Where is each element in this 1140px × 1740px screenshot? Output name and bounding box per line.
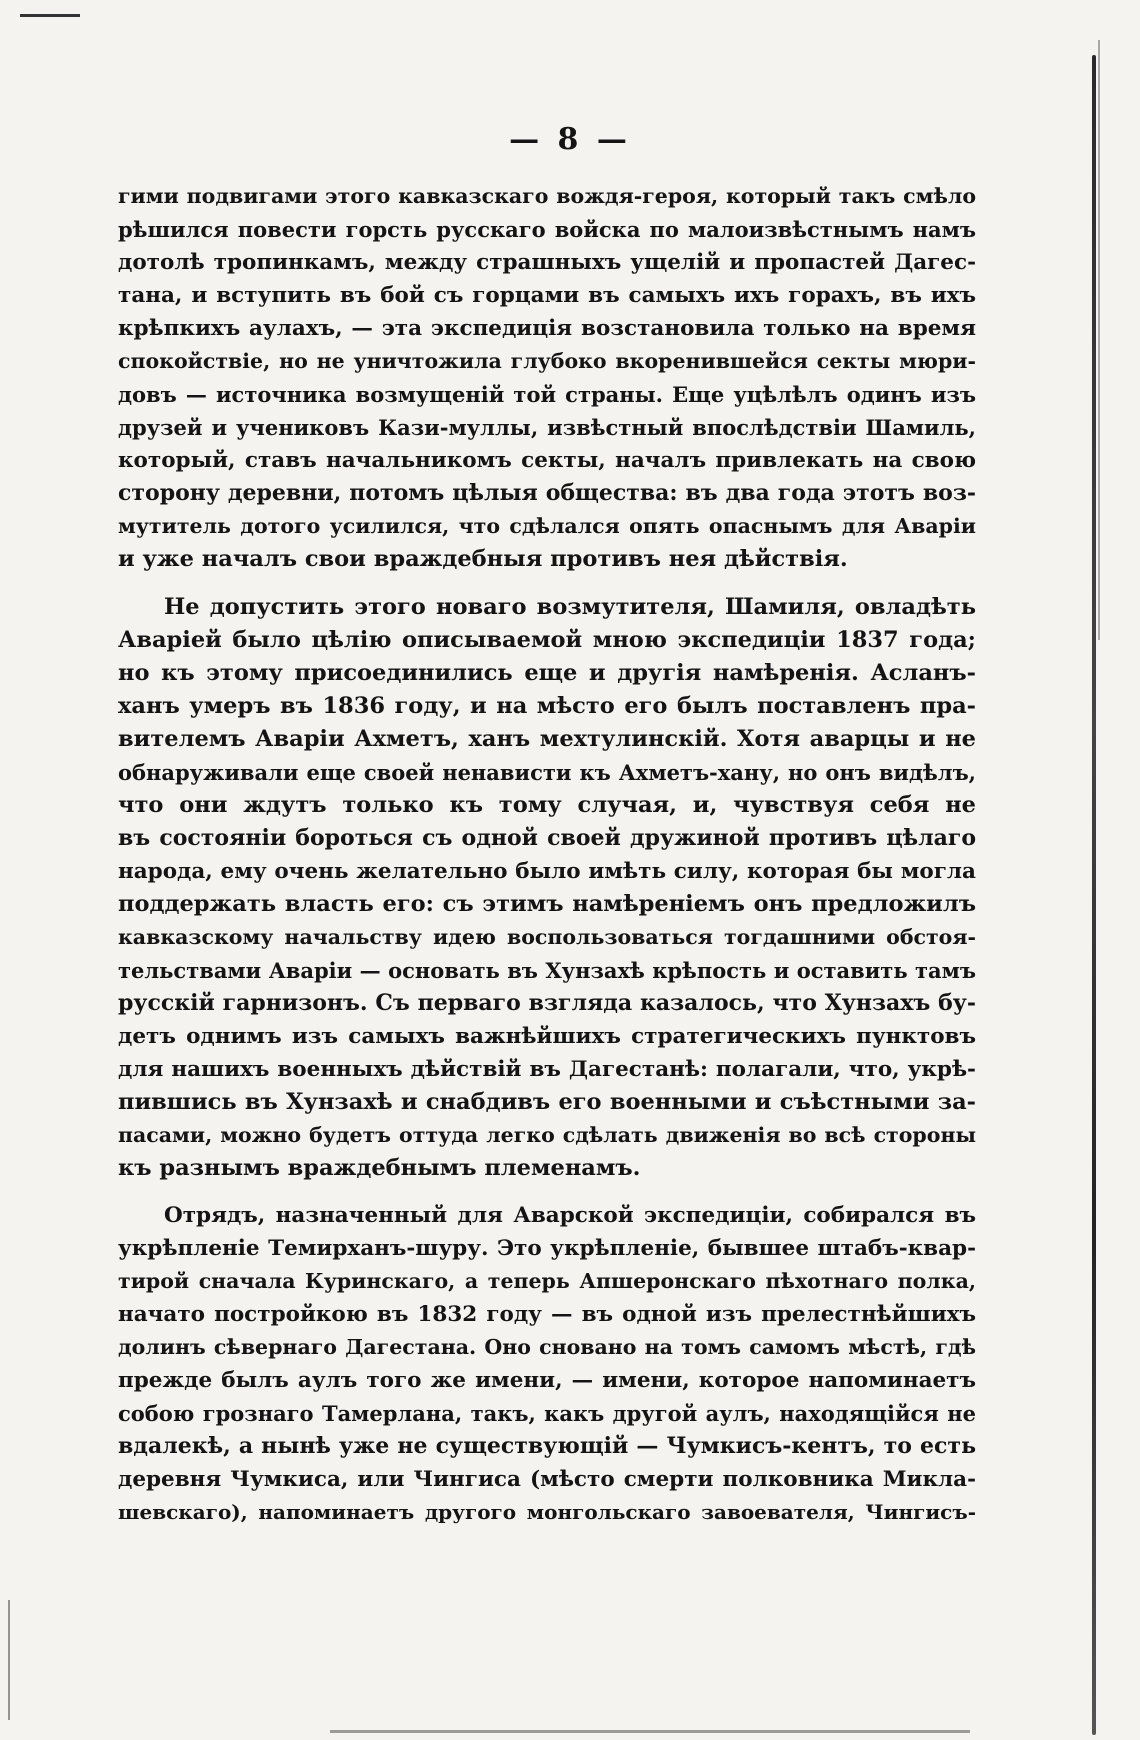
- text-line: который, ставъ начальникомъ секты, началъ привлекать на свою: [118, 448, 976, 473]
- text-line: для нашихъ военныхъ дѣйствій въ Дагестанѣ: полагали, что, укрѣ-: [118, 1057, 976, 1082]
- text-line: тана, и вступить въ бой съ горцами въ самыхъ ихъ горахъ, въ ихъ: [118, 283, 976, 308]
- text-line: довъ — источника возмущеній той страны. Еще уцѣлѣлъ одинъ изъ: [118, 382, 976, 407]
- paragraph-2: [118, 591, 976, 1185]
- paragraph-1: [118, 180, 976, 576]
- page-number: — 8 —: [509, 122, 631, 157]
- text-line: собою грознаго Тамерлана, такъ, какъ другой аулъ, находящійся не: [118, 1401, 976, 1426]
- text-line: пасами, можно будетъ оттуда легко сдѣлать движенія во всѣ стороны: [118, 1123, 976, 1147]
- text-line: детъ однимъ изъ самыхъ важнѣйшихъ стратегическихъ пунктовъ: [118, 1024, 976, 1049]
- text-line: сторону деревни, потомъ цѣлыя общества: въ два года этотъ воз-: [118, 480, 976, 506]
- text-line: русскій гарнизонъ. Съ перваго взгляда казалось, что Хунзахъ бу-: [118, 990, 976, 1016]
- text-line: но къ этому присоединились еще и другія намѣренія. Асланъ-: [118, 660, 976, 686]
- text-line: въ состояніи бороться съ одной своей дружиной противъ цѣлаго: [118, 825, 976, 851]
- scan-edge-left: [8, 1600, 10, 1720]
- text-line: Отрядъ, назначенный для Аварской экспедиціи, собирался въ: [164, 1203, 976, 1228]
- text-line: ханъ умеръ въ 1836 году, и на мѣсто его былъ поставленъ пра-: [118, 693, 976, 719]
- text-line: къ разнымъ враждебнымъ племенамъ.: [118, 1155, 641, 1181]
- text-line: народа, ему очень желательно было имѣть силу, которая бы могла: [118, 859, 976, 884]
- text-line: прежде былъ аулъ того же имени, — имени, которое напоминаетъ: [118, 1368, 976, 1393]
- text-line: поддержать власть его: съ этимъ намѣреніемъ онъ предложилъ: [118, 891, 976, 917]
- text-line: что они ждутъ только къ тому случая, и, чувствуя себя не: [118, 792, 976, 818]
- text-line: гими подвигами этого кавказскаго вождя-героя, который такъ смѣло: [118, 184, 976, 208]
- scan-edge-bottom: [330, 1730, 970, 1733]
- text-line: долинъ сѣвернаго Дагестана. Оно сновано на томъ самомъ мѣстѣ, гдѣ: [118, 1335, 976, 1359]
- text-line: тирой сначала Куринскаго, а теперь Апшеронскаго пѣхотнаго полка,: [118, 1269, 976, 1293]
- text-line: кавказскому начальству идею воспользоваться тогдашними обстоя-: [118, 925, 976, 949]
- text-line: рѣшился повести горсть русскаго войска по малоизвѣстнымъ намъ: [118, 217, 976, 242]
- text-line: вителемъ Аваріи Ахметъ, ханъ мехтулинскій. Хотя аварцы и не: [118, 726, 976, 752]
- text-line: пившись въ Хунзахѣ и снабдивъ его военными и съѣстными за-: [118, 1089, 976, 1115]
- text-line: тельствами Аваріи — основать въ Хунзахѣ крѣпость и оставить тамъ: [118, 958, 976, 983]
- text-line: деревня Чумкиса, или Чингиса (мѣсто смерти полковника Микла-: [118, 1467, 976, 1492]
- text-line: укрѣпленіе Темирханъ-шуру. Это укрѣпленіе, бывшее штабъ-квар-: [118, 1236, 976, 1261]
- text-line: спокойствіе, но не уничтожила глубоко вкоренившейся секты мюри-: [118, 349, 976, 373]
- text-line: вдалекѣ, а нынѣ уже не существующій — Чумкисъ-кентъ, то есть: [118, 1433, 976, 1459]
- text-line: начато постройкою въ 1832 году — въ одной изъ прелестнѣйшихъ: [118, 1302, 976, 1327]
- scan-edge-right: [1092, 55, 1096, 1735]
- text-line: дотолѣ тропинкамъ, между страшныхъ ущелій и пропастей Дагес-: [118, 250, 976, 275]
- text-line: Не допустить этого новаго возмутителя, Шамиля, овладѣть: [164, 594, 976, 620]
- paragraph-3: [118, 1199, 976, 1529]
- text-line: друзей и учениковъ Кази-муллы, извѣстный впослѣдствіи Шамиль,: [118, 415, 976, 440]
- text-line: крѣпкихъ аулахъ, — эта экспедиція возстановила только на время: [118, 316, 976, 341]
- scan-edge-top: [20, 14, 80, 17]
- text-line: обнаруживали еще своей ненависти къ Ахметъ-хану, но онъ видѣлъ,: [118, 760, 976, 785]
- text-line: и уже началъ свои враждебныя противъ нея дѣйствія.: [118, 546, 848, 572]
- text-line: мутитель дотого усилился, что сдѣлался опять опаснымъ для Аваріи: [118, 514, 976, 538]
- text-line: Аваріей было цѣлію описываемой мною экспедиціи 1837 года;: [118, 627, 976, 653]
- text-line: шевскаго), напоминаетъ другого монгольскаго завоевателя, Чингисъ-: [118, 1500, 976, 1524]
